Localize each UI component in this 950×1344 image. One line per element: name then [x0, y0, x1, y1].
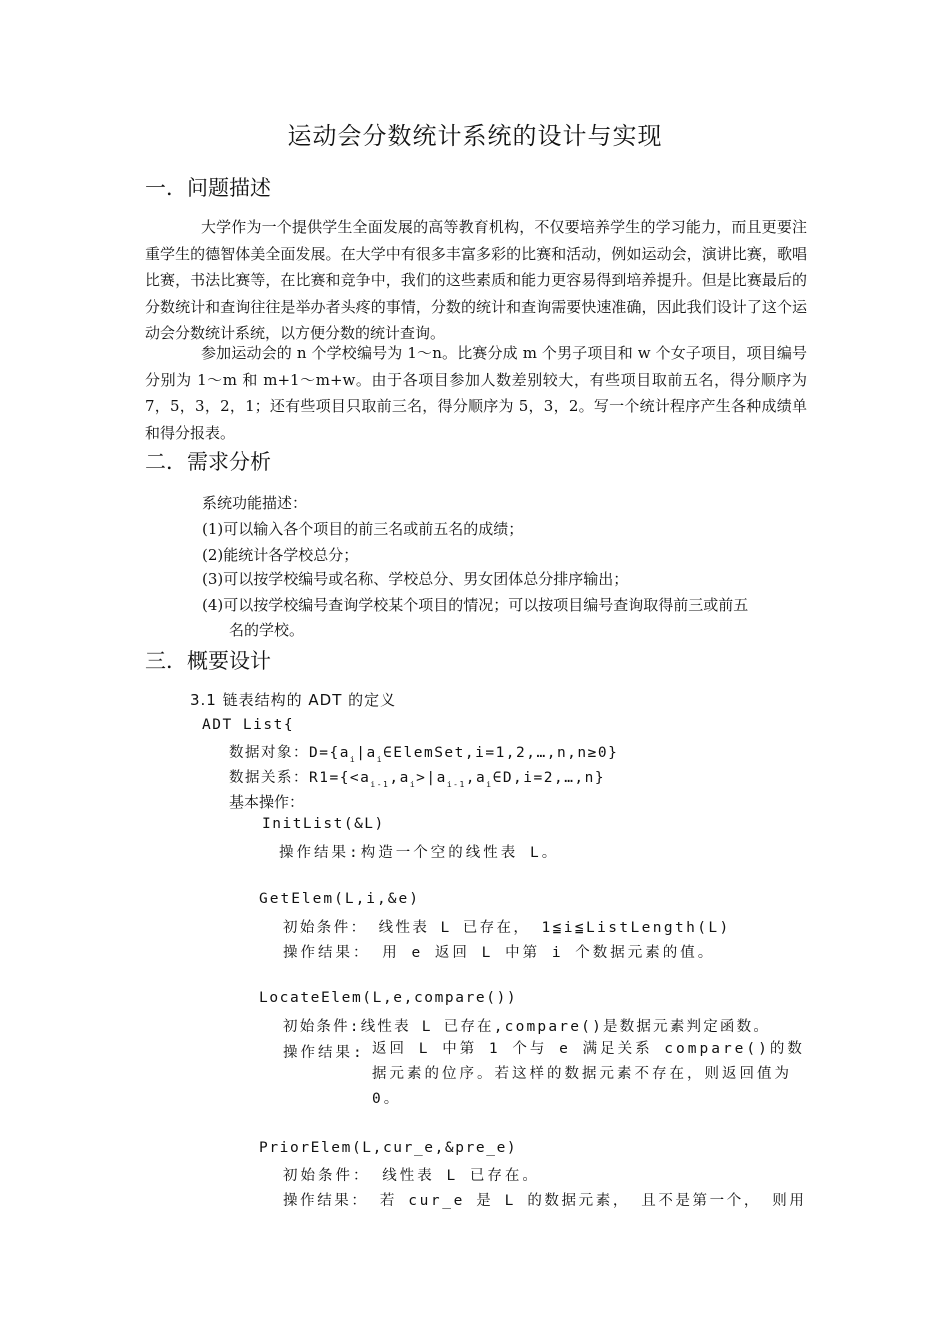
- op-locateelem-condition: 初始条件:线性表 L 已存在,compare()是数据元素判定函数。: [283, 1019, 771, 1035]
- requirement-item: (4)可以按学校编号查询学校某个项目的情况；可以按项目编号查询取得前三或前五: [202, 596, 749, 614]
- adt-data-relation: 数据关系：$R1=\{<a_{i-1},a_i>|a_{i-1},a_i\in D,i=2,\dots,n\}$: [229, 770, 606, 789]
- paragraph-problem-statement: 参加运动会的 n 个学校编号为 1～n。比赛分成 m 个男子项目和 w 个女子项目，项目编号分别为 1～m 和 m+1～m+w。由于各项目参加人数差别较大，有些项目取前五名，得分顺序为 7，5，3，2，1；还有些项目只取前三名，得分顺序为 5，3，2。写一个统计程序产生各种成绩单和得分报表。: [145, 344, 807, 442]
- adt-open: ADT List{: [202, 717, 295, 733]
- section-heading-requirements: 二．需求分析: [145, 450, 271, 474]
- op-getelem-condition: 初始条件： 线性表 L 已存在， 1≦i≦ListLength(L): [283, 920, 731, 936]
- data-object-label: 数据对象：: [229, 745, 309, 761]
- op-priorelem-condition: 初始条件： 线性表 L 已存在。: [283, 1168, 540, 1184]
- adt-data-object: 数据对象：$D=\{a_i|a_i\in ElemSet,i=1,2,\dots,n,n\ge 0\}$: [229, 745, 619, 764]
- section-heading-problem: 一．问题描述: [145, 176, 271, 200]
- op-initlist-result: 操作结果:构造一个空的线性表 L。: [279, 845, 560, 861]
- requirement-item: (1)可以输入各个项目的前三名或前五名的成绩；: [202, 520, 524, 538]
- adt-basic-operations-label: 基本操作：: [229, 793, 305, 811]
- op-initlist-signature: InitList(&L): [262, 816, 385, 832]
- document-title: 运动会分数统计系统的设计与实现: [287, 122, 663, 150]
- op-priorelem-result: 操作结果： 若 cur_e 是 L 的数据元素， 且不是第一个， 则用: [283, 1193, 807, 1209]
- op-getelem-result: 操作结果： 用 e 返回 L 中第 i 个数据元素的值。: [283, 945, 716, 961]
- requirement-item: (2)能统计各学校总分；: [202, 546, 359, 564]
- op-getelem-signature: GetElem(L,i,&e): [259, 891, 420, 907]
- data-relation-label: 数据关系：: [229, 770, 309, 786]
- op-priorelem-signature: PriorElem(L,cur_e,&pre_e): [259, 1140, 518, 1156]
- section-heading-design: 三．概要设计: [145, 649, 271, 673]
- requirement-item-continued: 名的学校。: [229, 621, 305, 639]
- op-locateelem-result-label: 操作结果:: [283, 1045, 365, 1061]
- requirement-item: (3)可以按学校编号或名称、学校总分、男女团体总分排序输出；: [202, 570, 629, 588]
- op-locateelem-result-text: 返回 L 中第 1 个与 e 满足关系 compare()的数据元素的位序。若这样的数据元素不存在，则返回值为0。: [372, 1041, 805, 1107]
- paragraph-background: 大学作为一个提供学生全面发展的高等教育机构，不仅要培养学生的学习能力，而且更要注重学生的德智体美全面发展。在大学中有很多丰富多彩的比赛和活动，例如运动会，演讲比赛，歌唱比赛，书法比赛等，在比赛和竞争中，我们的这些素质和能力更容易得到培养提升。但是比赛最后的分数统计和查询往往是举办者头疼的事情，分数的统计和查询需要快速准确，因此我们设计了这个运动会分数统计系统，以方便分数的统计查询。: [145, 218, 807, 342]
- subsection-heading-adt: 3.1 链表结构的 ADT 的定义: [190, 691, 397, 709]
- op-locateelem-signature: LocateElem(L,e,compare()): [259, 990, 518, 1006]
- requirements-intro: 系统功能描述：: [202, 494, 308, 512]
